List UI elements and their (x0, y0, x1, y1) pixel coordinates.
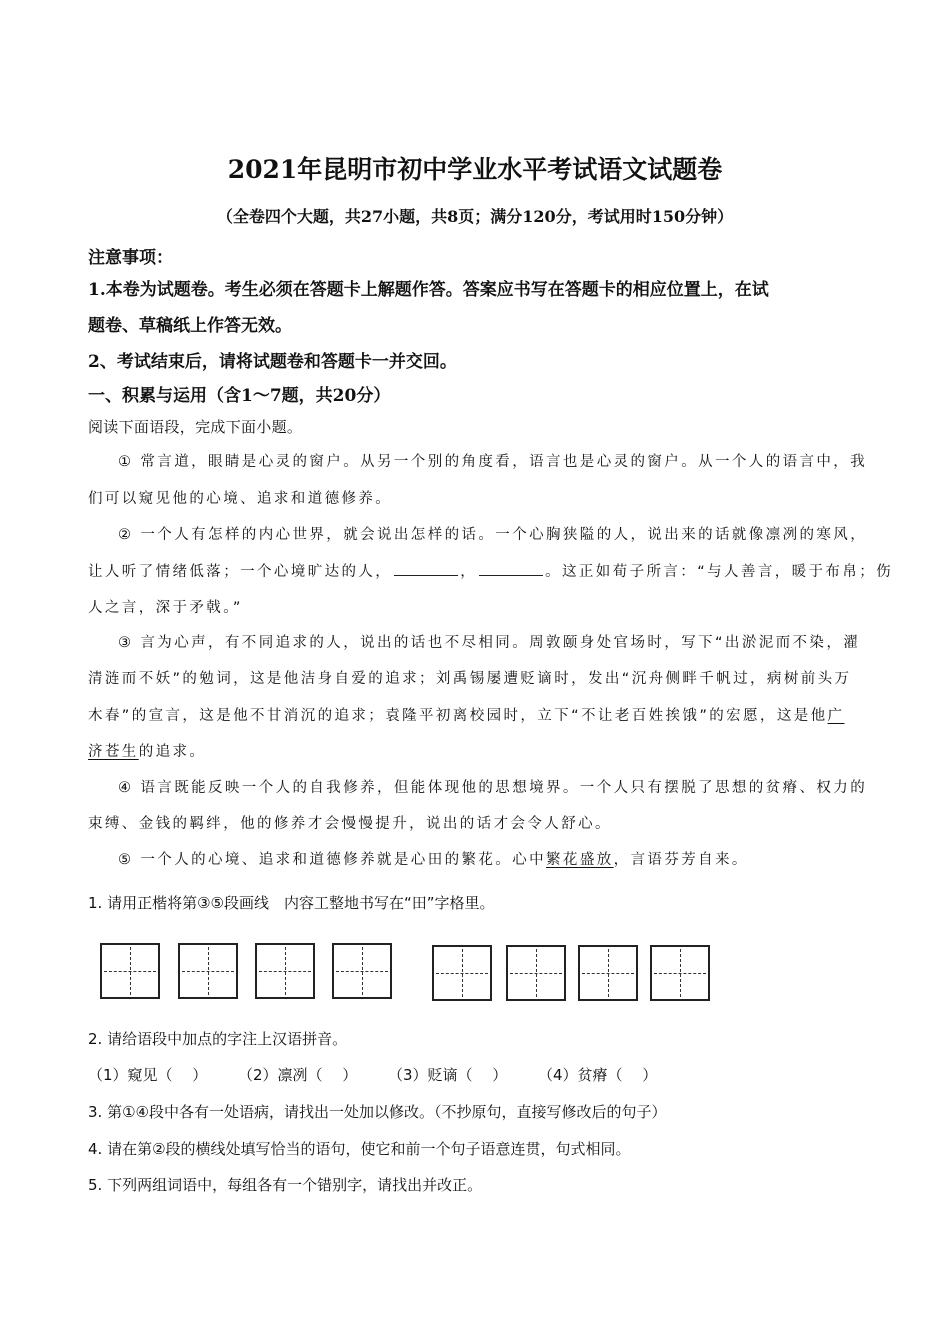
notice-heading: 注意事项： (88, 248, 173, 268)
tian-zi-ge-cell-8[interactable] (650, 945, 710, 1001)
passage-p2-text-b: 。这正如荀子所言：“与人善言，暖于布帛；伤 (545, 564, 894, 580)
passage-p5-text-a: ⑤ 一个人的心境、追求和道德修养就是心田的繁花。心中 (118, 852, 547, 868)
tian-zi-ge-cell-7[interactable] (578, 945, 638, 1001)
section-1-heading: 一、积累与运用（含1～7题，共20分） (88, 386, 391, 406)
passage-p2-line-1: ② 一个人有怎样的内心世界，就会说出怎样的话。一个心胸狭隘的人，说出来的话就像凛冽的寒风， (118, 527, 868, 543)
tian-zi-ge-cell-1[interactable] (100, 943, 160, 999)
exam-title: 2021年昆明市初中学业水平考试语文试题卷 (227, 155, 723, 184)
tian-zi-ge-cell-4[interactable] (332, 943, 392, 999)
tian-zi-ge-grid (100, 941, 720, 1003)
passage-p2-separator: ， (460, 564, 478, 580)
fill-blank-1[interactable] (394, 563, 458, 576)
passage-p5-line-1 (118, 848, 749, 869)
notice-item-1-line-2: 题卷、草稿纸上作答无效。 (88, 316, 292, 336)
underlined-phrase-1-start: 广 (827, 708, 845, 724)
question-3: 3. 第①④段中各有一处语病，请找出一处加以修改。（不抄原句，直接写修改后的句子） (88, 1103, 667, 1121)
pinyin-item-3[interactable]: （3）贬谪（ ） (388, 1066, 508, 1084)
pinyin-item-4[interactable]: （4）贫瘠（ ） (538, 1066, 658, 1084)
passage-p5-text-b: ，言语芬芳自来。 (613, 852, 749, 868)
underlined-phrase-1-end: 济苍生 (88, 744, 139, 760)
passage-p2-line-2 (88, 560, 893, 581)
tian-zi-ge-cell-3[interactable] (255, 943, 315, 999)
passage-p3-line-4 (88, 740, 206, 761)
passage-p3-line-1: ③ 言为心声，有不同追求的人，说出的话也不尽相同。周敦颐身处官场时，写下“出淤泥而不染，濯 (118, 635, 861, 651)
tian-zi-ge-cell-6[interactable] (506, 945, 566, 1001)
passage-p3-text: 木春”的宣言，这是他不甘消沉的追求；袁隆平初离校园时，立下“不让老百姓挨饿”的宏愿，这是他 (88, 708, 828, 724)
passage-p3-tail: 的追求。 (138, 744, 207, 760)
question-4: 4. 请在第②段的横线处填写恰当的语句，使它和前一个句子语意连贯，句式相同。 (88, 1140, 631, 1158)
underlined-phrase-2: 繁花盛放 (546, 852, 614, 868)
tian-zi-ge-cell-5[interactable] (432, 945, 492, 1001)
exam-subtitle: （全卷四个大题，共27小题，共8页；满分120分，考试用时150分钟） (216, 207, 734, 226)
passage-p2-text-a: 让人听了情绪低落；一个心境旷达的人， (88, 564, 393, 580)
pinyin-item-2[interactable]: （2）凛冽（ ） (238, 1066, 358, 1084)
passage-p1-line-2: 们可以窥见他的心境、追求和道德修养。 (88, 491, 393, 507)
passage-p2-line-3: 人之言，深于矛戟。” (88, 600, 243, 616)
notice-item-2: 2、考试结束后，请将试题卷和答题卡一并交回。 (88, 352, 457, 372)
section-1-intro: 阅读下面语段，完成下面小题。 (88, 418, 303, 436)
tian-zi-ge-cell-2[interactable] (178, 943, 238, 999)
passage-p3-line-3 (88, 704, 844, 725)
fill-blank-2[interactable] (479, 563, 543, 576)
notice-item-1-line-1: 1.本卷为试题卷。考生必须在答题卡上解题作答。答案应书写在答题卡的相应位置上，在试 (88, 280, 769, 300)
passage-p4-line-1: ④ 语言既能反映一个人的自我修养，但能体现他的思想境界。一个人只有摆脱了思想的贫瘠、权力的 (118, 780, 868, 796)
passage-p4-line-2: 束缚、金钱的羁绊，他的修养才会慢慢提升，说出的话才会令人舒心。 (88, 816, 612, 832)
pinyin-item-1[interactable]: （1）窥见（ ） (88, 1066, 208, 1084)
question-1: 1. 请用正楷将第③⑤段画线 内容工整地书写在“田”字格里。 (88, 894, 495, 912)
passage-p3-line-2: 清涟而不妖”的勉词，这是他洁身自爱的追求；刘禹锡屡遭贬谪时，发出“沉舟侧畔千帆过，病树前头万 (88, 671, 852, 687)
passage-p1-line-1: ① 常言道，眼睛是心灵的窗户。从另一个别的角度看，语言也是心灵的窗户。从一个人的语言中，我 (118, 454, 868, 470)
question-2: 2. 请给语段中加点的字注上汉语拼音。 (88, 1030, 348, 1048)
question-5: 5. 下列两组词语中，每组各有一个错别字，请找出并改正。 (88, 1176, 483, 1194)
